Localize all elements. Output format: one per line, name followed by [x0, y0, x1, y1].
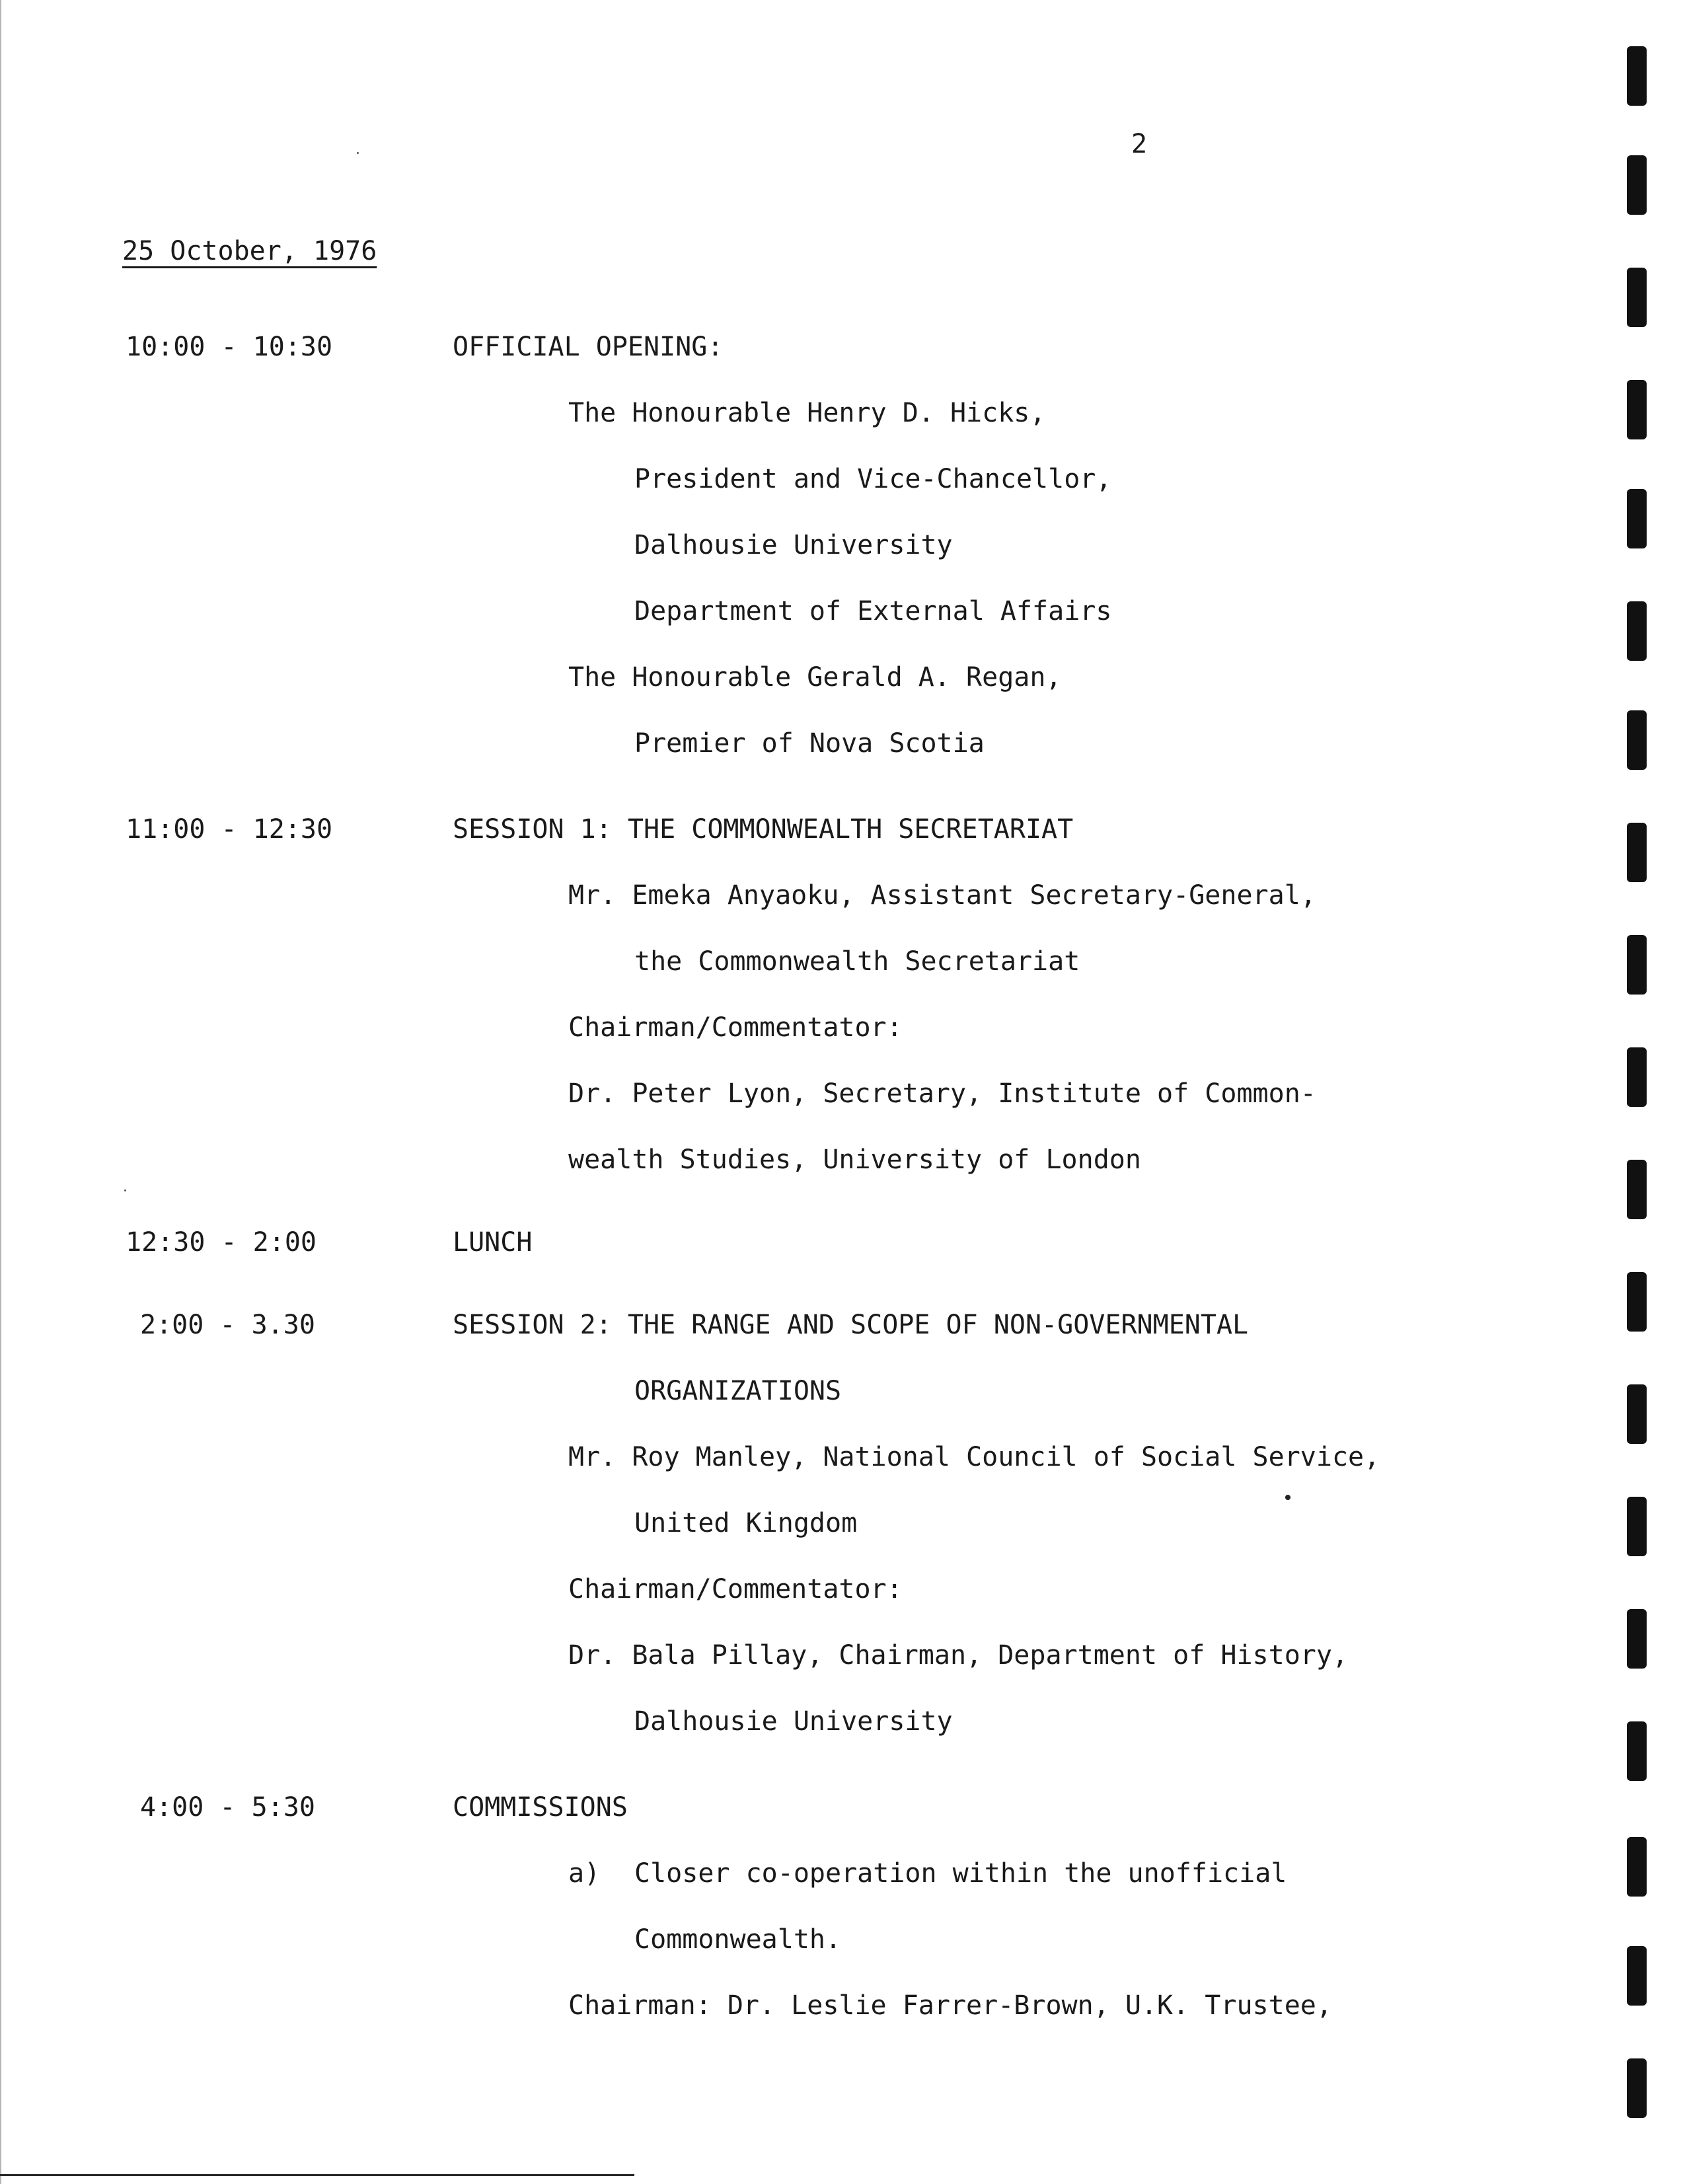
session-title-lunch: LUNCH	[453, 1227, 533, 1258]
binding-hole-mark	[1627, 268, 1647, 327]
speaker-line: Dr. Peter Lyon, Secretary, Institute of Common-	[568, 1078, 1316, 1109]
speaker-line: Mr. Emeka Anyaoku, Assistant Secretary-General,	[568, 880, 1316, 911]
scan-bottom-edge	[0, 2174, 634, 2176]
speaker-line: The Honourable Gerald A. Regan,	[568, 662, 1062, 693]
schedule-date: 25 October, 1976	[122, 236, 377, 266]
speaker-line: the Commonwealth Secretariat	[634, 946, 1080, 977]
binding-hole-mark	[1627, 2058, 1647, 2118]
speaker-line: Dalhousie University	[634, 1706, 953, 1737]
session-title-2: SESSION 2: THE RANGE AND SCOPE OF NON-GOVERNMENTAL	[453, 1310, 1249, 1340]
scan-speck	[1285, 1495, 1290, 1500]
page-number: 2	[1131, 129, 1148, 159]
binding-hole-mark	[1627, 1497, 1647, 1556]
session-title-2-cont: ORGANIZATIONS	[634, 1376, 842, 1406]
time-slot-2: 11:00 - 12:30	[126, 814, 333, 845]
list-marker: a)	[568, 1858, 601, 1889]
binding-hole-mark	[1627, 601, 1647, 661]
binding-hole-mark	[1627, 1047, 1647, 1107]
binding-hole-mark	[1627, 1721, 1647, 1781]
chair-label: Chairman/Commentator:	[568, 1012, 903, 1043]
scan-speck	[357, 152, 359, 154]
binding-hole-mark	[1627, 489, 1647, 548]
binding-hole-mark	[1627, 46, 1647, 106]
binding-hole-mark	[1627, 1384, 1647, 1444]
speaker-line: wealth Studies, University of London	[568, 1145, 1141, 1175]
binding-hole-mark	[1627, 1837, 1647, 1897]
time-slot-4: 2:00 - 3.30	[140, 1310, 315, 1340]
time-slot-5: 4:00 - 5:30	[140, 1792, 315, 1823]
binding-hole-mark	[1627, 710, 1647, 770]
binding-hole-mark	[1627, 155, 1647, 215]
binding-hole-mark	[1627, 935, 1647, 995]
speaker-line: United Kingdom	[634, 1508, 858, 1538]
commission-line: Closer co-operation within the unofficial	[634, 1858, 1287, 1889]
binding-hole-mark	[1627, 1160, 1647, 1219]
speaker-line: Premier of Nova Scotia	[634, 728, 985, 759]
speaker-line: Dalhousie University	[634, 530, 953, 560]
session-title-1: SESSION 1: THE COMMONWEALTH SECRETARIAT	[453, 814, 1074, 845]
speaker-line: The Honourable Henry D. Hicks,	[568, 398, 1046, 428]
session-title-opening: OFFICIAL OPENING:	[453, 332, 724, 362]
speaker-line: Mr. Roy Manley, National Council of Social Service,	[568, 1442, 1380, 1472]
scan-speck	[124, 1189, 126, 1191]
commission-line: Chairman: Dr. Leslie Farrer-Brown, U.K. Trustee,	[568, 1990, 1332, 2021]
commission-line: Commonwealth.	[634, 1924, 842, 1955]
binding-hole-mark	[1627, 1946, 1647, 2006]
speaker-line: Department of External Affairs	[634, 596, 1112, 626]
speaker-line: Dr. Bala Pillay, Chairman, Department of History,	[568, 1640, 1349, 1671]
scan-left-edge	[0, 0, 1, 2184]
binding-hole-mark	[1627, 380, 1647, 439]
chair-label: Chairman/Commentator:	[568, 1574, 903, 1604]
binding-hole-mark	[1627, 1272, 1647, 1332]
time-slot-3: 12:30 - 2:00	[126, 1227, 317, 1258]
binding-hole-mark	[1627, 1609, 1647, 1669]
binding-hole-mark	[1627, 823, 1647, 882]
session-title-commissions: COMMISSIONS	[453, 1792, 628, 1823]
speaker-line: President and Vice-Chancellor,	[634, 464, 1112, 494]
time-slot-1: 10:00 - 10:30	[126, 332, 333, 362]
